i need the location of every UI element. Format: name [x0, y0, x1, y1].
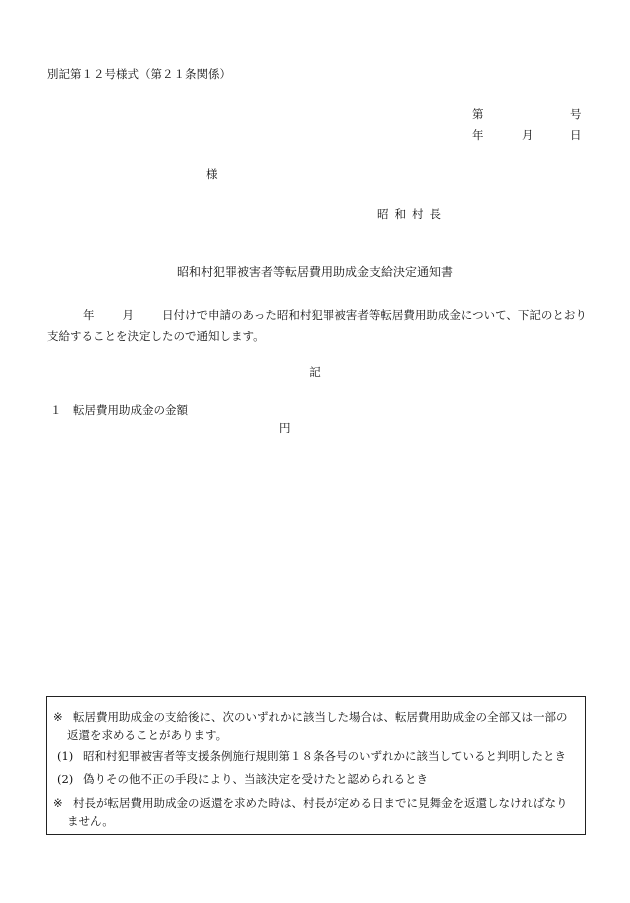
body-month-label: 月: [122, 308, 134, 322]
reference-mark-icon: ※: [53, 710, 63, 724]
notice-line-1: ※ 転居費用助成金の支給後に、次のいずれかに該当した場合は、転居費用助成金の全部又は一部の: [53, 710, 568, 724]
issuer-name: 昭和村長: [377, 207, 447, 221]
date-day-label: 日: [570, 128, 582, 142]
item-1-unit: 円: [279, 421, 291, 435]
reference-mark-icon: ※: [53, 796, 63, 810]
date-month-label: 月: [522, 128, 534, 142]
document-number-suffix: 号: [570, 107, 582, 121]
notice-line-2-cont: ません。: [67, 814, 114, 828]
document-title: 昭和村犯罪被害者等転居費用助成金支給決定通知書: [176, 265, 453, 279]
notice-box: [46, 696, 586, 835]
body-year-label: 年: [83, 308, 95, 322]
addressee-honorific: 様: [206, 167, 218, 181]
item-1-label: １ 転居費用助成金の金額: [50, 403, 188, 417]
form-reference: 別記第１２号様式（第２１条関係）: [47, 67, 231, 81]
date-year-label: 年: [472, 128, 484, 142]
document-number-label: 第: [472, 107, 484, 121]
body-text: 日付けで申請のあった昭和村犯罪被害者等転居費用助成金について、下記のとおり支給することを決定したので通知します。: [47, 308, 587, 343]
notice-line-1-cont: 返還を求めることがあります。: [67, 728, 228, 742]
notice-condition-2: (2) 偽りその他不正の手段により、当該決定を受けたと認められるとき: [57, 772, 428, 786]
ki-heading: 記: [309, 365, 321, 379]
body-paragraph: [47, 305, 587, 347]
notice-condition-1: (1) 昭和村犯罪被害者等支援条例施行規則第１８条各号のいずれかに該当していると判明したとき: [57, 749, 566, 763]
notice-line-2: ※ 村長が転居費用助成金の返還を求めた時は、村長が定める日までに見舞金を返還しなければなり: [53, 796, 568, 810]
